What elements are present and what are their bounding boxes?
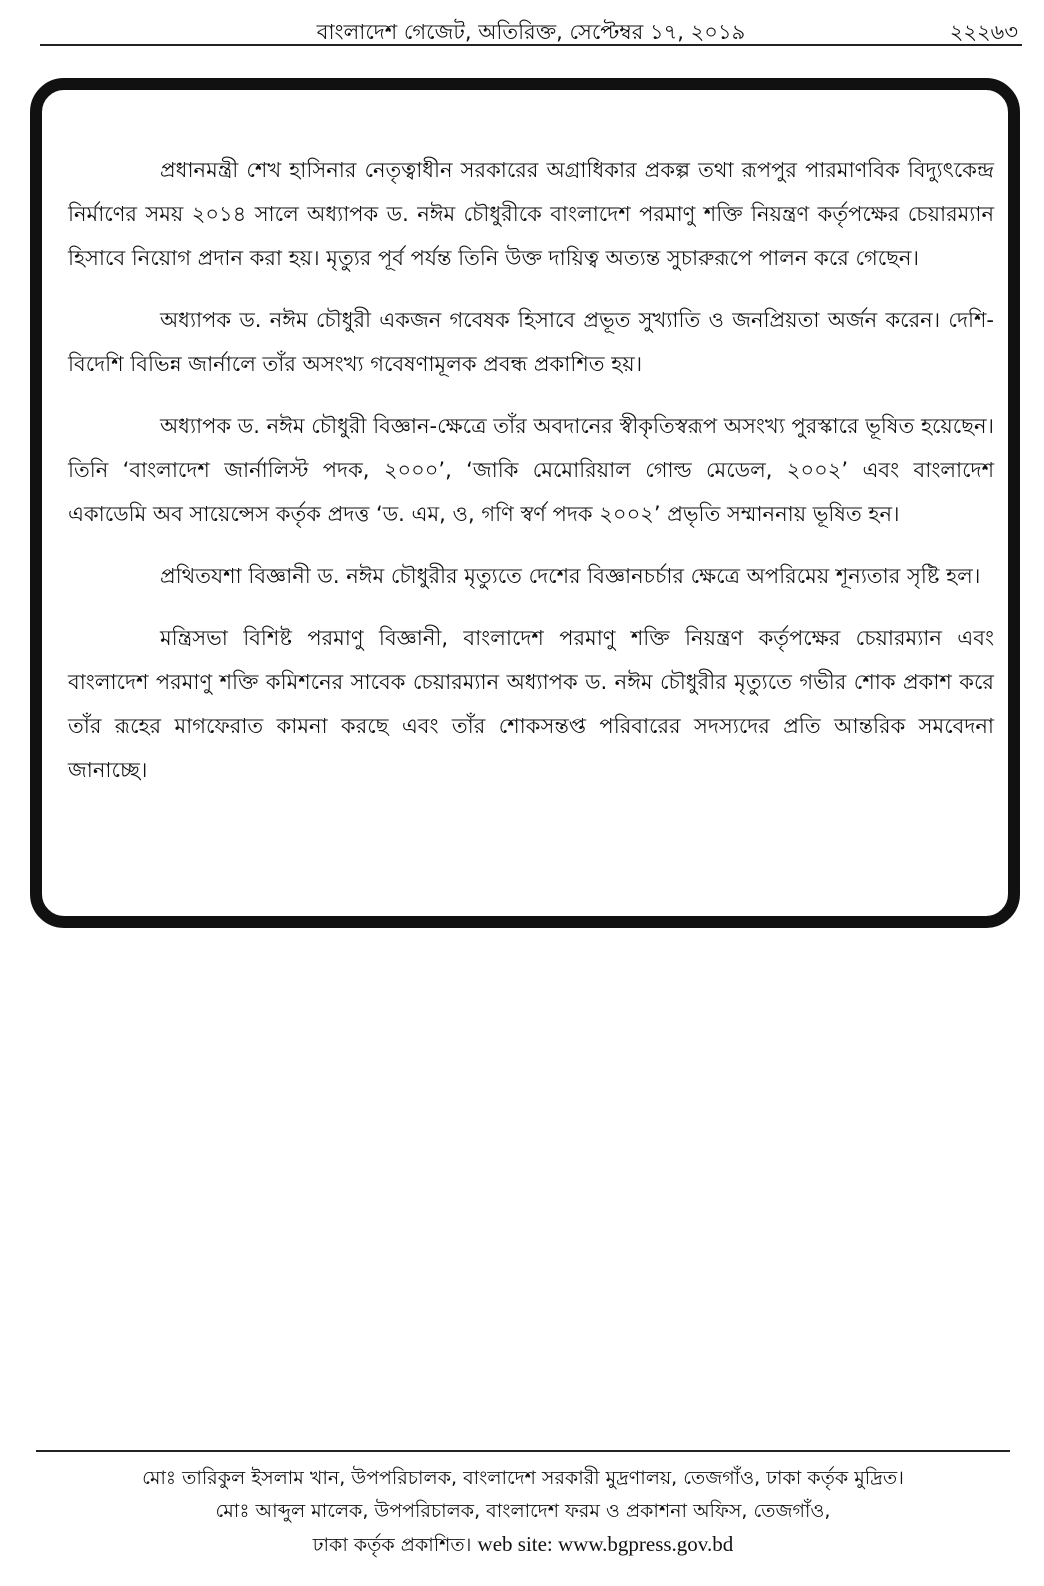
paragraph: প্রথিতযশা বিজ্ঞানী ড. নঈম চৌধুরীর মৃত্যুতে দেশের বিজ্ঞানচর্চার ক্ষেত্রে অপরিমেয় শূন্যতার সৃষ্টি হল। (160, 564, 981, 588)
page-number: ২২২৬৩ (949, 20, 1018, 44)
notice-box (30, 78, 1020, 928)
paragraph: অধ্যাপক ড. নঈম চৌধুরী বিজ্ঞান-ক্ষেত্রে তাঁর অবদানের স্বীকৃতিস্বরূপ অসংখ্য পুরস্কারে ভূষিত হয়েছেন। তিনি ‘বাংলাদেশ জার্নালিস্ট পদক, ২০০০’, ‘জাকি মেমোরিয়াল গোল্ড মেডেল, ২০০২’ এবং বাংলাদেশ একাডেমি অব সায়েন্সেস কর্তৃক প্রদত্ত ‘ড. এম, ও, গণি স্বর্ণ পদক ২০০২’ প্রভৃতি সম্মাননায় ভূষিত হন। (68, 414, 994, 526)
paragraph: প্রধানমন্ত্রী শেখ হাসিনার নেতৃত্বাধীন সরকারের অগ্রাধিকার প্রকল্প তথা রূপপুর পারমাণবিক বিদ্যুৎকেন্দ্র নির্মাণের সময় ২০১৪ সালে অধ্যাপক ড. নঈম চৌধুরীকে বাংলাদেশ পরমাণু শক্তি নিয়ন্ত্রণ কর্তৃপক্ষের চেয়ারম্যান হিসাবে নিয়োগ প্রদান করা হয়। মৃত্যুর পূর্ব পর্যন্ত তিনি উক্ত দায়িত্ব অত্যন্ত সুচারুরূপে পালন করে গেছেন। (68, 158, 994, 270)
notice-body (68, 148, 994, 810)
publisher-line-end: ঢাকা কর্তৃক প্রকাশিত। (312, 1534, 472, 1556)
page-footer (36, 1450, 1010, 1562)
page-header (40, 10, 1022, 46)
paragraph: অধ্যাপক ড. নঈম চৌধুরী একজন গবেষক হিসাবে প্রভূত সুখ্যাতি ও জনপ্রিয়তা অর্জন করেন। দেশি-বিদেশি বিভিন্ন জার্নালে তাঁর অসংখ্য গবেষণামূলক প্রবন্ধ প্রকাশিত হয়। (68, 308, 994, 376)
paragraph: মন্ত্রিসভা বিশিষ্ট পরমাণু বিজ্ঞানী, বাংলাদেশ পরমাণু শক্তি নিয়ন্ত্রণ কর্তৃপক্ষের চেয়ারম্যান এবং বাংলাদেশ পরমাণু শক্তি কমিশনের সাবেক চেয়ারম্যান অধ্যাপক ড. নঈম চৌধুরীর মৃত্যুতে গভীর শোক প্রকাশ করে তাঁর রূহের মাগফেরাত কামনা করছে এবং তাঁর শোকসন্তপ্ত পরিবারের সদস্যদের প্রতি আন্তরিক সমবেদনা জানাচ্ছে। (68, 626, 994, 782)
publisher-line: মোঃ আব্দুল মালেক, উপপরিচালক, বাংলাদেশ ফরম ও প্রকাশনা অফিস, তেজগাঁও, (215, 1500, 831, 1522)
gazette-title: বাংলাদেশ গেজেট, অতিরিক্ত, সেপ্টেম্বর ১৭, ২০১৯ (316, 20, 746, 44)
printer-line: মোঃ তারিকুল ইসলাম খান, উপপরিচালক, বাংলাদেশ সরকারী মুদ্রণালয়, তেজগাঁও, ঢাকা কর্তৃক মুদ্রিত। (142, 1467, 904, 1489)
website-link[interactable]: web site: www.bgpress.gov.bd (477, 1532, 734, 1556)
